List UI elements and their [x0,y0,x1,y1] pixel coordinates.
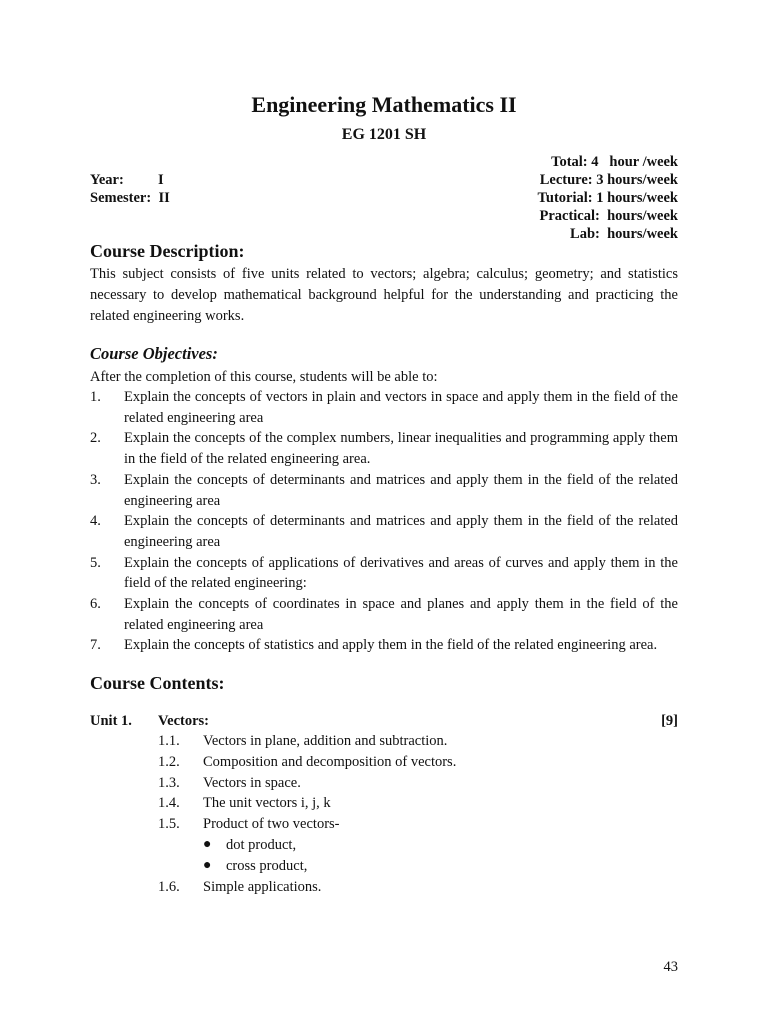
topic-number: 1.6. [158,879,180,895]
topic-number: 1.2. [158,753,180,770]
description-heading: Course Description: [90,241,245,261]
practical-hours: Practical: hours/week [539,208,678,224]
objective-item [90,594,678,635]
year-row [90,171,170,189]
topic-text: Simple applications. [203,879,322,895]
bullet-text: cross product, [226,857,308,874]
objective-number: 7. [90,637,101,654]
topic-text: Vectors in space. [203,774,301,791]
topic-item [158,752,456,773]
semester-value: II [158,190,170,206]
topic-text: Vectors in plane, addition and subtraction. [203,733,448,749]
topic-text: Composition and decomposition of vectors. [203,753,457,770]
bullet-text: dot product, [226,837,297,853]
objective-number: 2. [90,430,101,447]
unit-number: Unit 1. [90,713,132,729]
bullet-icon: ● [203,857,212,873]
year-semester-block [90,171,170,207]
topic-item [158,877,321,897]
unit-title: Vectors: [158,713,209,729]
topic-item [158,731,456,752]
topic-number: 1.1. [158,733,180,749]
semester-label: Semester: [90,190,152,206]
objective-text: Explain the concepts of coordinates in space and planes and apply them in the field of the related engineering area [124,596,678,633]
contents-heading: Course Contents: [90,673,225,693]
objectives-list [90,387,678,656]
objective-text: Explain the concepts of determinants and matrices and apply them in the field of the related engineering area [124,513,678,550]
description-text: This subject consists of five units related to vectors; algebra; calculus; geometry; and statistics necessary to develop mathematical background helpful for the understanding and practicing the related engineering works. [90,266,678,324]
topic-item [158,814,456,835]
lab-hours: Lab: hours/week [570,226,678,242]
objective-item [90,553,678,594]
objective-text: Explain the concepts of statistics and apply them in the field of the related engineering area. [124,637,658,654]
bullet-item [203,835,307,856]
objective-number: 4. [90,513,101,530]
bullet-icon: ● [203,837,212,852]
semester-row [90,189,170,207]
objective-text: Explain the concepts of vectors in plain and vectors in space and apply them in the field of the related engineering area [124,389,678,426]
objective-item [90,635,678,656]
year-label: Year: [90,172,124,188]
lecture-hours: Lecture: 3 hours/week [539,172,678,188]
course-code: EG 1201 SH [341,126,427,143]
objectives-heading: Course Objectives: [90,344,218,363]
topic-number: 1.5. [158,816,180,833]
objective-item [90,387,678,428]
objective-item [90,511,678,552]
objective-text: Explain the concepts of applications of derivatives and areas of curves and apply them in the field of the related engineering: [124,554,678,592]
topic-number: 1.3. [158,774,180,791]
bullet-item [203,856,307,877]
objective-item [90,470,678,511]
objective-item [90,428,678,469]
topic-item [158,773,456,794]
objective-text: Explain the concepts of the complex numbers, linear inequalities and programming apply them in the field of the related engineering area. [124,430,678,468]
product-bullets [203,835,307,877]
hours-block [538,153,678,243]
objective-number: 3. [90,471,101,488]
unit-heading [90,711,678,731]
topic-text: The unit vectors i, j, k [203,795,331,812]
objectives-intro: After the completion of this course, students will be able to: [90,369,438,385]
unit-topics-list [158,731,456,835]
unit-hours: [9] [661,713,678,729]
objective-number: 1. [90,389,101,405]
tutorial-hours: Tutorial: 1 hours/week [537,190,678,206]
objective-number: 5. [90,554,101,571]
objective-number: 6. [90,596,101,613]
course-title: Engineering Mathematics II [251,92,517,117]
objective-text: Explain the concepts of determinants and matrices and apply them in the field of the related engineering area [124,471,678,509]
total-hours: Total: 4 hour /week [551,154,678,170]
topic-number: 1.4. [158,795,180,812]
year-value: I [158,172,164,188]
topic-item [158,793,456,814]
page-number: 43 [663,959,678,975]
topic-text: Product of two vectors- [203,816,340,833]
